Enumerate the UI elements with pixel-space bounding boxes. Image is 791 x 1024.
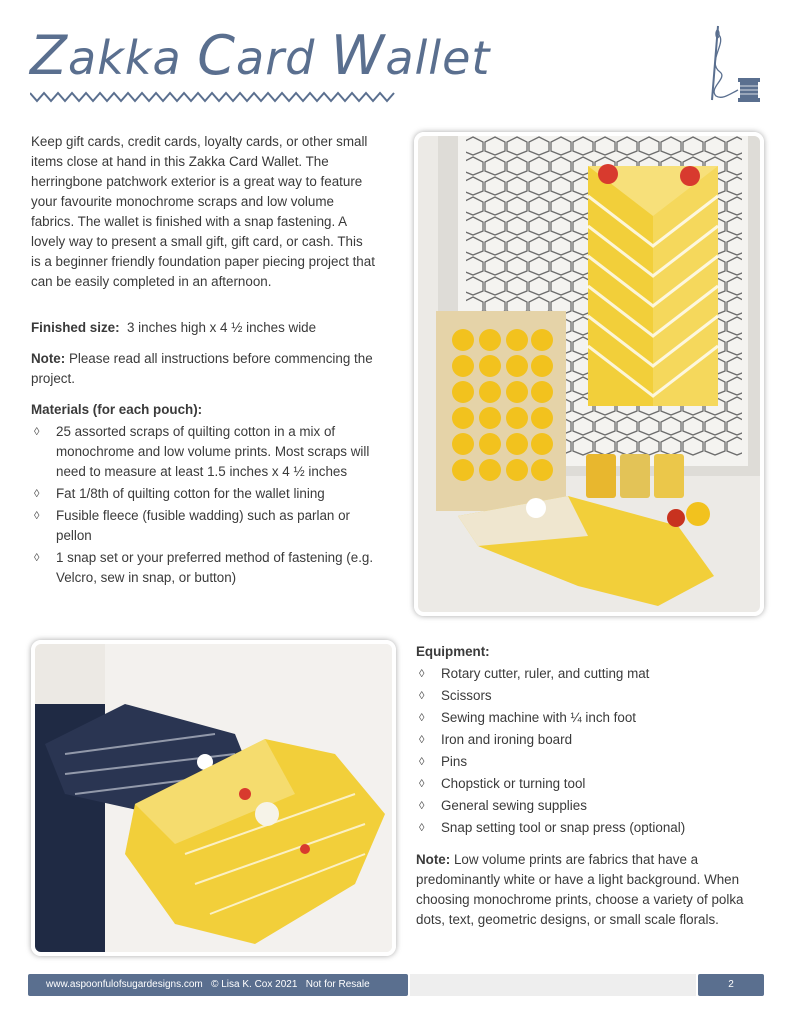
list-item: ◊ Scissors <box>416 686 756 706</box>
page-number: 2 <box>698 974 764 996</box>
wallets-photo <box>31 640 396 956</box>
equipment-list <box>416 664 756 840</box>
list-item: ◊ Chopstick or turning tool <box>416 774 756 794</box>
intro-paragraph: Keep gift cards, credit cards, loyalty cards, or other small items close at hand in this Zakka Card Wallet. The herringbone patchwork exterior is a great way to feature your favourite monochrome scraps and low volume fabrics. The wallet is finished with a snap fastening. A lovely way to present a small gift, gift card, or cash. This is a beginner friendly foundation paper piecing project that can be easily completed in an afternoon. <box>31 134 375 289</box>
materials-list <box>31 422 376 590</box>
list-item: ◊ Snap setting tool or snap press (optional) <box>416 818 756 838</box>
list-item: ◊ Iron and ironing board <box>416 730 756 750</box>
diamond-bullet-icon: ◊ <box>419 800 425 812</box>
wallet-display-photo <box>414 132 764 616</box>
diamond-bullet-icon: ◊ <box>34 552 40 564</box>
diamond-bullet-icon: ◊ <box>419 822 425 834</box>
diamond-bullet-icon: ◊ <box>419 712 425 724</box>
diamond-bullet-icon: ◊ <box>419 734 425 746</box>
list-item: ◊ Fusible fleece (fusible wadding) such as parlan or pellon <box>34 508 351 543</box>
list-item: ◊ 1 snap set or your preferred method of fastening (e.g. Velcro, sew in snap, or button) <box>34 550 374 585</box>
zigzag-divider <box>30 90 396 104</box>
diamond-bullet-icon: ◊ <box>419 690 425 702</box>
note-read-instructions: Note: Please read all instructions before commencing the project. <box>31 351 373 386</box>
list-item: ◊ Rotary cutter, ruler, and cutting mat <box>416 664 756 684</box>
page-title: Zakka Card Wallet <box>30 24 491 87</box>
diamond-bullet-icon: ◊ <box>419 778 425 790</box>
needle-thread-logo-icon <box>698 22 764 104</box>
photo-illustration <box>35 644 392 952</box>
materials-heading: Materials (for each pouch): <box>31 402 203 417</box>
diamond-bullet-icon: ◊ <box>34 426 40 438</box>
diamond-bullet-icon: ◊ <box>419 668 425 680</box>
diamond-bullet-icon: ◊ <box>34 488 40 500</box>
list-item: ◊ Fat 1/8th of quilting cotton for the wallet lining <box>31 484 376 504</box>
footer-divider <box>410 974 696 996</box>
list-item: ◊ General sewing supplies <box>416 796 756 816</box>
diamond-bullet-icon: ◊ <box>419 756 425 768</box>
note-low-volume: Note: Low volume prints are fabrics that have a predominantly white or have a light background. When choosing monochrome prints, choose a variety of polka dots, text, geometric designs, or small scale florals. <box>416 852 744 927</box>
list-item: ◊ 25 assorted scraps of quilting cotton in a mix of monochrome and low volume prints. Most scraps will need to measure at least 1.5 inches x 4 ½ inches <box>34 424 370 479</box>
equipment-heading: Equipment: <box>416 644 490 659</box>
diamond-bullet-icon: ◊ <box>34 510 40 522</box>
photo-illustration <box>418 136 760 612</box>
list-item: ◊ Sewing machine with ¼ inch foot <box>416 708 756 728</box>
finished-size: Finished size: 3 inches high x 4 ½ inches wide <box>31 320 317 335</box>
list-item: ◊ Pins <box>416 752 756 772</box>
footer-text: www.aspoonfulofsugardesigns.com © Lisa K. Cox 2021 Not for Resale <box>28 974 408 996</box>
